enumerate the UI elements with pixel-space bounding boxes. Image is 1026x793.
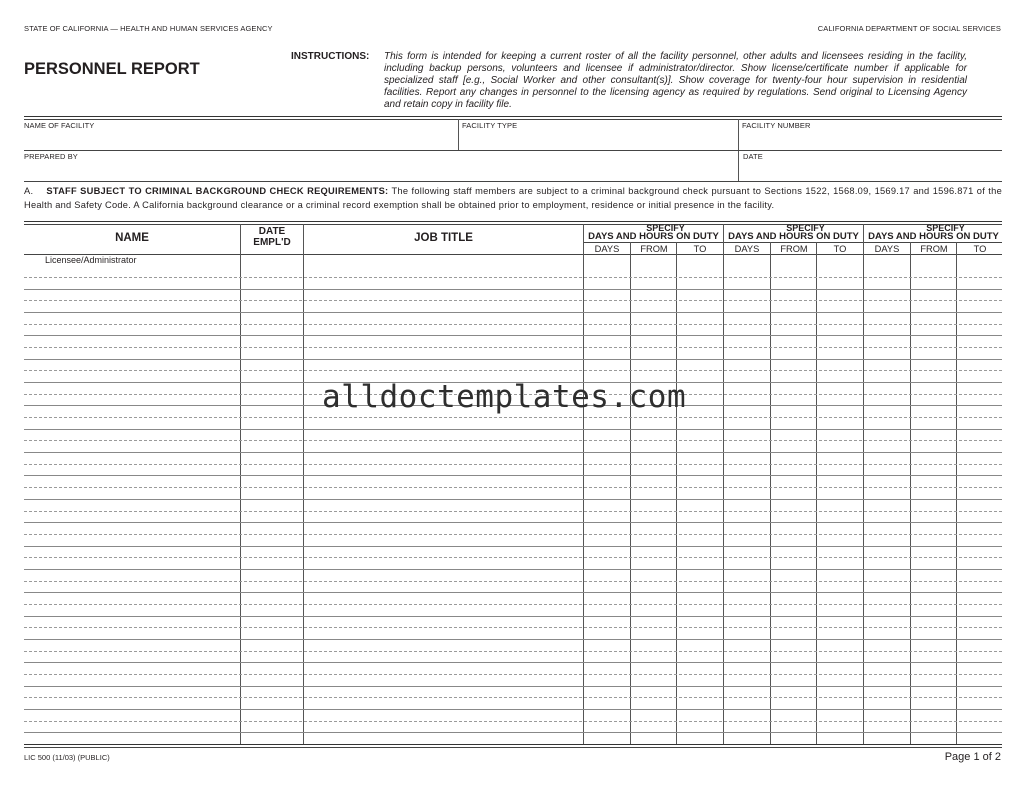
specify-label: SPECIFY	[786, 223, 825, 233]
table-row-line	[24, 440, 1002, 441]
table-row-line	[24, 347, 1002, 348]
col-header-date-line1: DATE	[258, 226, 286, 237]
sub-to: TO	[833, 244, 847, 254]
table-row-line	[24, 370, 1002, 371]
table-row-line	[24, 324, 1002, 325]
col-header-date-line2: EMPL'D	[253, 236, 291, 248]
table-row-line	[24, 359, 1002, 360]
sub-to: TO	[693, 244, 707, 254]
sub-days: DAYS	[734, 244, 760, 254]
section-a-body: The following staff members are subject to a criminal background check pursuant to Sections 1522, 1568.09, 1569.17 and 1596.871 of the Health and Safety Code. A California background clearance or a criminal record exemption shall be obtained prior to employment, residence or initial presence in the facility.	[24, 186, 1002, 210]
table-row-line	[24, 627, 1002, 628]
col-divider	[863, 224, 864, 744]
section-a-heading: STAFF SUBJECT TO CRIMINAL BACKGROUND CHECK REQUIREMENTS:	[46, 186, 389, 196]
table-row-line	[24, 592, 1002, 593]
duty-group-1	[584, 224, 723, 241]
form-title: PERSONNEL REPORT	[24, 60, 200, 78]
table-row-line	[24, 429, 1002, 430]
sub-days: DAYS	[874, 244, 900, 254]
table-row-line	[24, 581, 1002, 582]
col-divider	[676, 242, 677, 744]
sub-days: DAYS	[594, 244, 620, 254]
table-row-line	[24, 487, 1002, 488]
instructions-label: INSTRUCTIONS:	[291, 51, 370, 62]
table-row-line	[24, 674, 1002, 675]
table-row-line	[24, 569, 1002, 570]
facility-number-label: FACILITY NUMBER	[742, 121, 811, 130]
table-row-line	[24, 522, 1002, 523]
table-row-line	[24, 662, 1002, 663]
sub-from: FROM	[780, 244, 808, 254]
duty-group-2	[724, 224, 863, 241]
table-row-line	[24, 312, 1002, 313]
col-divider	[770, 242, 771, 744]
table-row-line	[24, 604, 1002, 605]
agency-right: CALIFORNIA DEPARTMENT OF SOCIAL SERVICES	[817, 24, 1001, 33]
facility-type-field[interactable]	[459, 119, 737, 150]
table-bottom-border	[24, 744, 1002, 745]
table-row-line	[24, 335, 1002, 336]
col-divider	[956, 242, 957, 744]
table-row-line	[24, 534, 1002, 535]
table-row-line	[24, 732, 1002, 733]
table-row-line	[24, 709, 1002, 710]
table-row-line	[24, 300, 1002, 301]
col-header-job-title: JOB TITLE	[414, 232, 473, 244]
prepared-by-field[interactable]	[24, 150, 737, 181]
sub-from: FROM	[640, 244, 668, 254]
facility-name-field[interactable]	[24, 119, 458, 150]
col-header-name: NAME	[115, 232, 149, 244]
table-row-line	[24, 511, 1002, 512]
table-row-line	[24, 464, 1002, 465]
date-label: DATE	[743, 152, 763, 161]
sub-from: FROM	[920, 244, 948, 254]
table-row-line	[24, 417, 1002, 418]
col-divider	[240, 224, 241, 744]
specify-label: SPECIFY	[646, 223, 685, 233]
fields-top-border	[24, 116, 1002, 117]
date-field[interactable]	[739, 150, 1002, 181]
col-divider	[630, 242, 631, 744]
prepared-by-label: PREPARED BY	[24, 152, 78, 161]
facility-type-label: FACILITY TYPE	[462, 121, 518, 130]
specify-label: SPECIFY	[926, 223, 965, 233]
duty-group-label: DAYS AND HOURS ON DUTY	[728, 231, 859, 242]
table-row-line	[24, 639, 1002, 640]
table-bottom-border-inner	[24, 747, 1002, 748]
duty-subheader-border	[584, 242, 1002, 243]
table-row-line	[24, 452, 1002, 453]
table-row-line	[24, 277, 1002, 278]
agency-left: STATE OF CALIFORNIA — HEALTH AND HUMAN SERVICES AGENCY	[24, 24, 273, 33]
table-header-bottom	[24, 254, 1002, 255]
duty-group-3	[864, 224, 1003, 241]
duty-group-label: DAYS AND HOURS ON DUTY	[588, 231, 719, 242]
duty-group-label: DAYS AND HOURS ON DUTY	[868, 231, 999, 242]
first-row-label: Licensee/Administrator	[45, 255, 137, 265]
table-row-line	[24, 721, 1002, 722]
table-top-border	[24, 221, 1002, 222]
fields-bottom-border	[24, 181, 1002, 182]
col-divider	[583, 224, 584, 744]
watermark: alldoctemplates.com	[322, 379, 687, 415]
col-header-date	[241, 227, 303, 248]
section-a-text	[24, 184, 1002, 212]
table-row-line	[24, 651, 1002, 652]
col-divider	[816, 242, 817, 744]
table-row-line	[24, 546, 1002, 547]
col-divider	[910, 242, 911, 744]
col-divider	[723, 224, 724, 744]
table-row-line	[24, 616, 1002, 617]
table-row-line	[24, 697, 1002, 698]
table-row-line	[24, 499, 1002, 500]
facility-number-field[interactable]	[739, 119, 1002, 150]
section-a-letter: A.	[24, 186, 34, 196]
sub-to: TO	[973, 244, 987, 254]
col-divider	[303, 224, 304, 744]
table-row-line	[24, 686, 1002, 687]
form-code: LIC 500 (11/03) (PUBLIC)	[24, 753, 110, 762]
instructions-text: This form is intended for keeping a current roster of all the facility personnel, other adults and licensees residing in the facility, including backup persons, volunteers and licensee if administrator/director. Show license/certificate number if applicable for specialized staff [e.g., Social Worker and other consultant(s)]. Show coverage for twenty-four hour supervision in residential facilities. Report any changes in personnel to the licensing agency as required by regulations. Send original to Licensing Agency and retain copy in facility file.	[384, 51, 967, 110]
facility-name-label: NAME OF FACILITY	[24, 121, 95, 130]
table-row-line	[24, 289, 1002, 290]
table-row-line	[24, 475, 1002, 476]
page-number: Page 1 of 2	[944, 751, 1001, 763]
table-row-line	[24, 557, 1002, 558]
